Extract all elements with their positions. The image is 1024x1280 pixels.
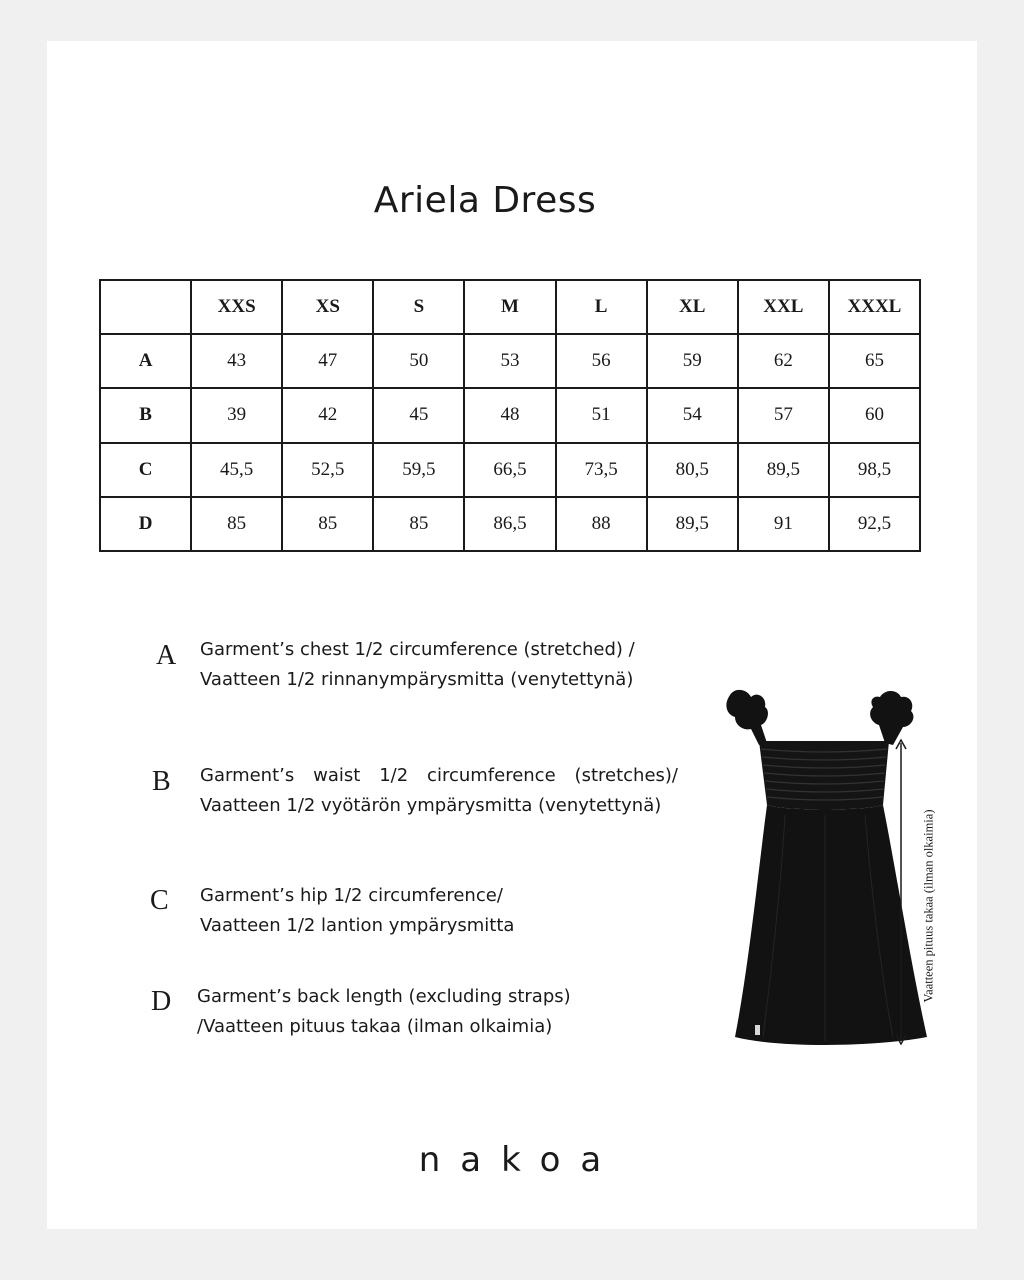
size-table — [99, 279, 921, 552]
table-cell: 86,5 — [464, 497, 555, 551]
legend-description-b — [200, 761, 678, 821]
legend-letter-a: A — [156, 640, 177, 671]
table-cell: 85 — [191, 497, 282, 551]
legend-b-word: waist — [313, 765, 361, 786]
table-cell: 98,5 — [829, 443, 920, 497]
table-cell: 91 — [738, 497, 829, 551]
legend-a-finnish: Vaatteen 1/2 rinnanympärysmitta (venytettynä) — [200, 669, 634, 690]
legend-c-english: Garment’s hip 1/2 circumference/ — [200, 885, 503, 906]
table-cell: 65 — [829, 334, 920, 388]
row-label-c: C — [100, 443, 191, 497]
table-cell: 56 — [556, 334, 647, 388]
legend-d-english: Garment’s back length (excluding straps) — [197, 986, 571, 1007]
size-header-xxxl: XXXL — [829, 280, 920, 334]
legend-letter-b: B — [152, 766, 171, 797]
page-title: Ariela Dress — [373, 180, 597, 222]
row-label-d: D — [100, 497, 191, 551]
legend-b-finnish: Vaatteen 1/2 vyötärön ympärysmitta (venytettynä) — [200, 795, 662, 816]
legend-b-english — [200, 761, 678, 791]
table-cell: 43 — [191, 334, 282, 388]
table-cell: 57 — [738, 388, 829, 442]
table-cell: 52,5 — [282, 443, 373, 497]
legend-description-c — [200, 881, 514, 941]
table-cell: 60 — [829, 388, 920, 442]
table-cell: 73,5 — [556, 443, 647, 497]
table-cell: 45,5 — [191, 443, 282, 497]
size-header-xs: XS — [282, 280, 373, 334]
table-row — [100, 388, 920, 442]
table-cell: 50 — [373, 334, 464, 388]
table-row — [100, 443, 920, 497]
dress-length-caption: Vaatteen pituus takaa (ilman olkaimia) — [921, 809, 936, 1003]
table-row — [100, 497, 920, 551]
legend-b-word: Garment’s — [200, 765, 295, 786]
size-header-xxl: XXL — [738, 280, 829, 334]
row-label-a: A — [100, 334, 191, 388]
legend-b-word: 1/2 — [379, 765, 409, 786]
table-header-row — [100, 280, 920, 334]
table-cell: 47 — [282, 334, 373, 388]
table-cell: 59 — [647, 334, 738, 388]
legend-letter-c: C — [150, 885, 169, 916]
table-corner-cell — [100, 280, 191, 334]
legend-c-finnish: Vaatteen 1/2 lantion ympärysmitta — [200, 915, 515, 936]
table-cell: 59,5 — [373, 443, 464, 497]
table-cell: 88 — [556, 497, 647, 551]
legend-description-a — [200, 635, 635, 695]
legend-b-word: (stretches)/ — [574, 765, 678, 786]
table-cell: 39 — [191, 388, 282, 442]
legend-d-finnish: /Vaatteen pituus takaa (ilman olkaimia) — [197, 1016, 553, 1037]
table-cell: 53 — [464, 334, 555, 388]
legend-letter-d: D — [151, 986, 172, 1017]
legend-b-word: circumference — [427, 765, 556, 786]
legend-description-d — [197, 982, 571, 1042]
size-header-m: M — [464, 280, 555, 334]
table-cell: 42 — [282, 388, 373, 442]
table-cell: 62 — [738, 334, 829, 388]
table-cell: 89,5 — [738, 443, 829, 497]
table-cell: 48 — [464, 388, 555, 442]
table-cell: 45 — [373, 388, 464, 442]
size-header-l: L — [556, 280, 647, 334]
size-header-xxs: XXS — [191, 280, 282, 334]
table-cell: 85 — [373, 497, 464, 551]
table-cell: 66,5 — [464, 443, 555, 497]
size-header-s: S — [373, 280, 464, 334]
table-cell: 85 — [282, 497, 373, 551]
table-cell: 54 — [647, 388, 738, 442]
table-cell: 89,5 — [647, 497, 738, 551]
brand-logo: nakoa — [418, 1140, 622, 1180]
table-cell: 80,5 — [647, 443, 738, 497]
table-row — [100, 334, 920, 388]
table-cell: 51 — [556, 388, 647, 442]
row-label-b: B — [100, 388, 191, 442]
size-header-xl: XL — [647, 280, 738, 334]
table-cell: 92,5 — [829, 497, 920, 551]
legend-a-english: Garment’s chest 1/2 circumference (stretched) / — [200, 639, 635, 660]
